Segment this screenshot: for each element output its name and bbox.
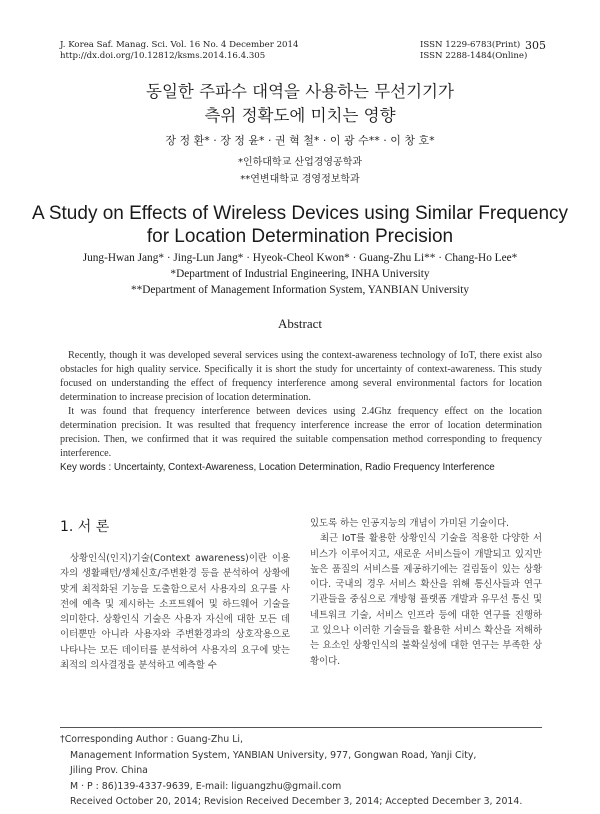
footnote-contact: M · P : 86)139-4337-9639, E-mail: liguangzhu@gmail.com <box>70 780 342 792</box>
footnote-dates: Received October 20, 2014; Revision Received December 3, 2014; Accepted December 3, 2014. <box>70 796 523 807</box>
left-column-paragraph: 상황인식(인지)기술(Context awareness)이란 이용자의 생활패턴/생체신호/주변환경 등을 분석하여 상황에 맞게 최적화된 기능을 도출함으로서 사용자의 요구를 사전에 예측 및 제시하는 소프트웨어 및 하드웨어 기술을 의미한다. 상황인식 기술은 사용자 자신에 대한 모든 데이터뿐만 아니라 사용자와 주변환경과의 상호작용으로 나타나는 모든 데이터를 분석하여 사용자의 요구에 맞는 최적의 의사결정을 분석하고 예측할 수 <box>60 553 290 672</box>
issn-online: ISSN 2288-1484(Online) <box>420 51 528 61</box>
keywords: Key words : Uncertainty, Context-Awareness, Location Determination, Radio Frequency Interference <box>60 462 495 473</box>
korean-title-line1: 동일한 주파수 대역을 사용하는 무선기기가 <box>146 82 454 101</box>
footnote <box>60 732 550 810</box>
abstract-body <box>60 349 542 461</box>
english-affiliation-1: *Department of Industrial Engineering, INHA University <box>170 268 430 280</box>
doi-link[interactable]: http://dx.doi.org/10.12812/ksms.2014.16.4.305 <box>60 51 266 61</box>
korean-affiliation-1: *인하대학교 산업경영공학과 <box>237 157 363 168</box>
footnote-region: Jiling Prov. China <box>70 765 148 776</box>
footnote-divider <box>60 727 542 728</box>
abstract-paragraph-2: It was found that frequency interference between devices using 2.4Ghz frequency effect on the location determination precision. It was resulted that frequency interference increase the error of location determination precision. Then, we confirmed that it was required the suitable compensation method corresponding to frequency interference. <box>60 406 542 459</box>
korean-authors: 장 정 환* · 장 정 윤* · 권 혁 철* · 이 광 수** · 이 창 호* <box>165 134 435 147</box>
english-authors: Jung-Hwan Jang* · Jing-Lun Jang* · Hyeok-Cheol Kwon* · Guang-Zhu Li** · Chang-Ho Lee* <box>82 252 518 264</box>
right-column <box>310 516 542 669</box>
english-affiliation-2: **Department of Management Information System, YANBIAN University <box>130 284 470 296</box>
footnote-corresponding-author: †Corresponding Author : Guang-Zhu Li, <box>60 734 244 745</box>
section-title: 1. 서 론 <box>60 519 110 535</box>
page-number: 305 <box>525 39 546 52</box>
journal-citation: J. Korea Saf. Manag. Sci. Vol. 16 No. 4 December 2014 <box>60 40 299 50</box>
right-column-paragraph: 최근 IoT를 활용한 상황인식 기술을 적용한 다양한 서비스가 이루어지고, 새로운 서비스들이 개발되고 있지만 높은 품질의 서비스를 제공하기에는 걸림돌이 있는 상황이다. 국내의 경우 서비스 확산을 위해 통신사들과 연구기관들을 중심으로 개방형 플랫폼 개발과 유무선 통신 및 네트워크 기술, 서비스 인프라 등에 대한 연구를 진행하고 있으나 이러한 기술들을 활용한 서비스 확산을 저해하는 요소인 상황인식의 불확실성에 대한 연구는 부족한 상황이다. <box>310 533 542 667</box>
abstract-heading: Abstract <box>277 316 323 331</box>
right-column-continuation: 있도록 하는 인공지능의 개념이 가미된 기술이다. <box>310 518 510 529</box>
abstract-paragraph-1: Recently, though it was developed several services using the context-awareness technology of IoT, there exist also obstacles for high quality service. Specifically it is short the study for uncertainty of context-awareness. This study focused on understanding the effect of frequency interference among several environmental factors for location determination to increase precision of location determination. <box>60 350 542 403</box>
journal-header <box>60 40 298 62</box>
issn-block <box>420 40 527 62</box>
korean-affiliation-2: **연변대학교 경영정보학과 <box>240 174 360 185</box>
footnote-address: Management Information System, YANBIAN University, 977, Gongwan Road, Yanji City, <box>70 749 477 761</box>
english-title-line1: A Study on Effects of Wireless Devices using Similar Frequency <box>31 203 569 224</box>
issn-print: ISSN 1229-6783(Print) <box>420 40 521 50</box>
korean-title-line2: 측위 정확도에 미치는 영향 <box>204 106 396 125</box>
english-title-line2: for Location Determination Precision <box>146 226 454 247</box>
